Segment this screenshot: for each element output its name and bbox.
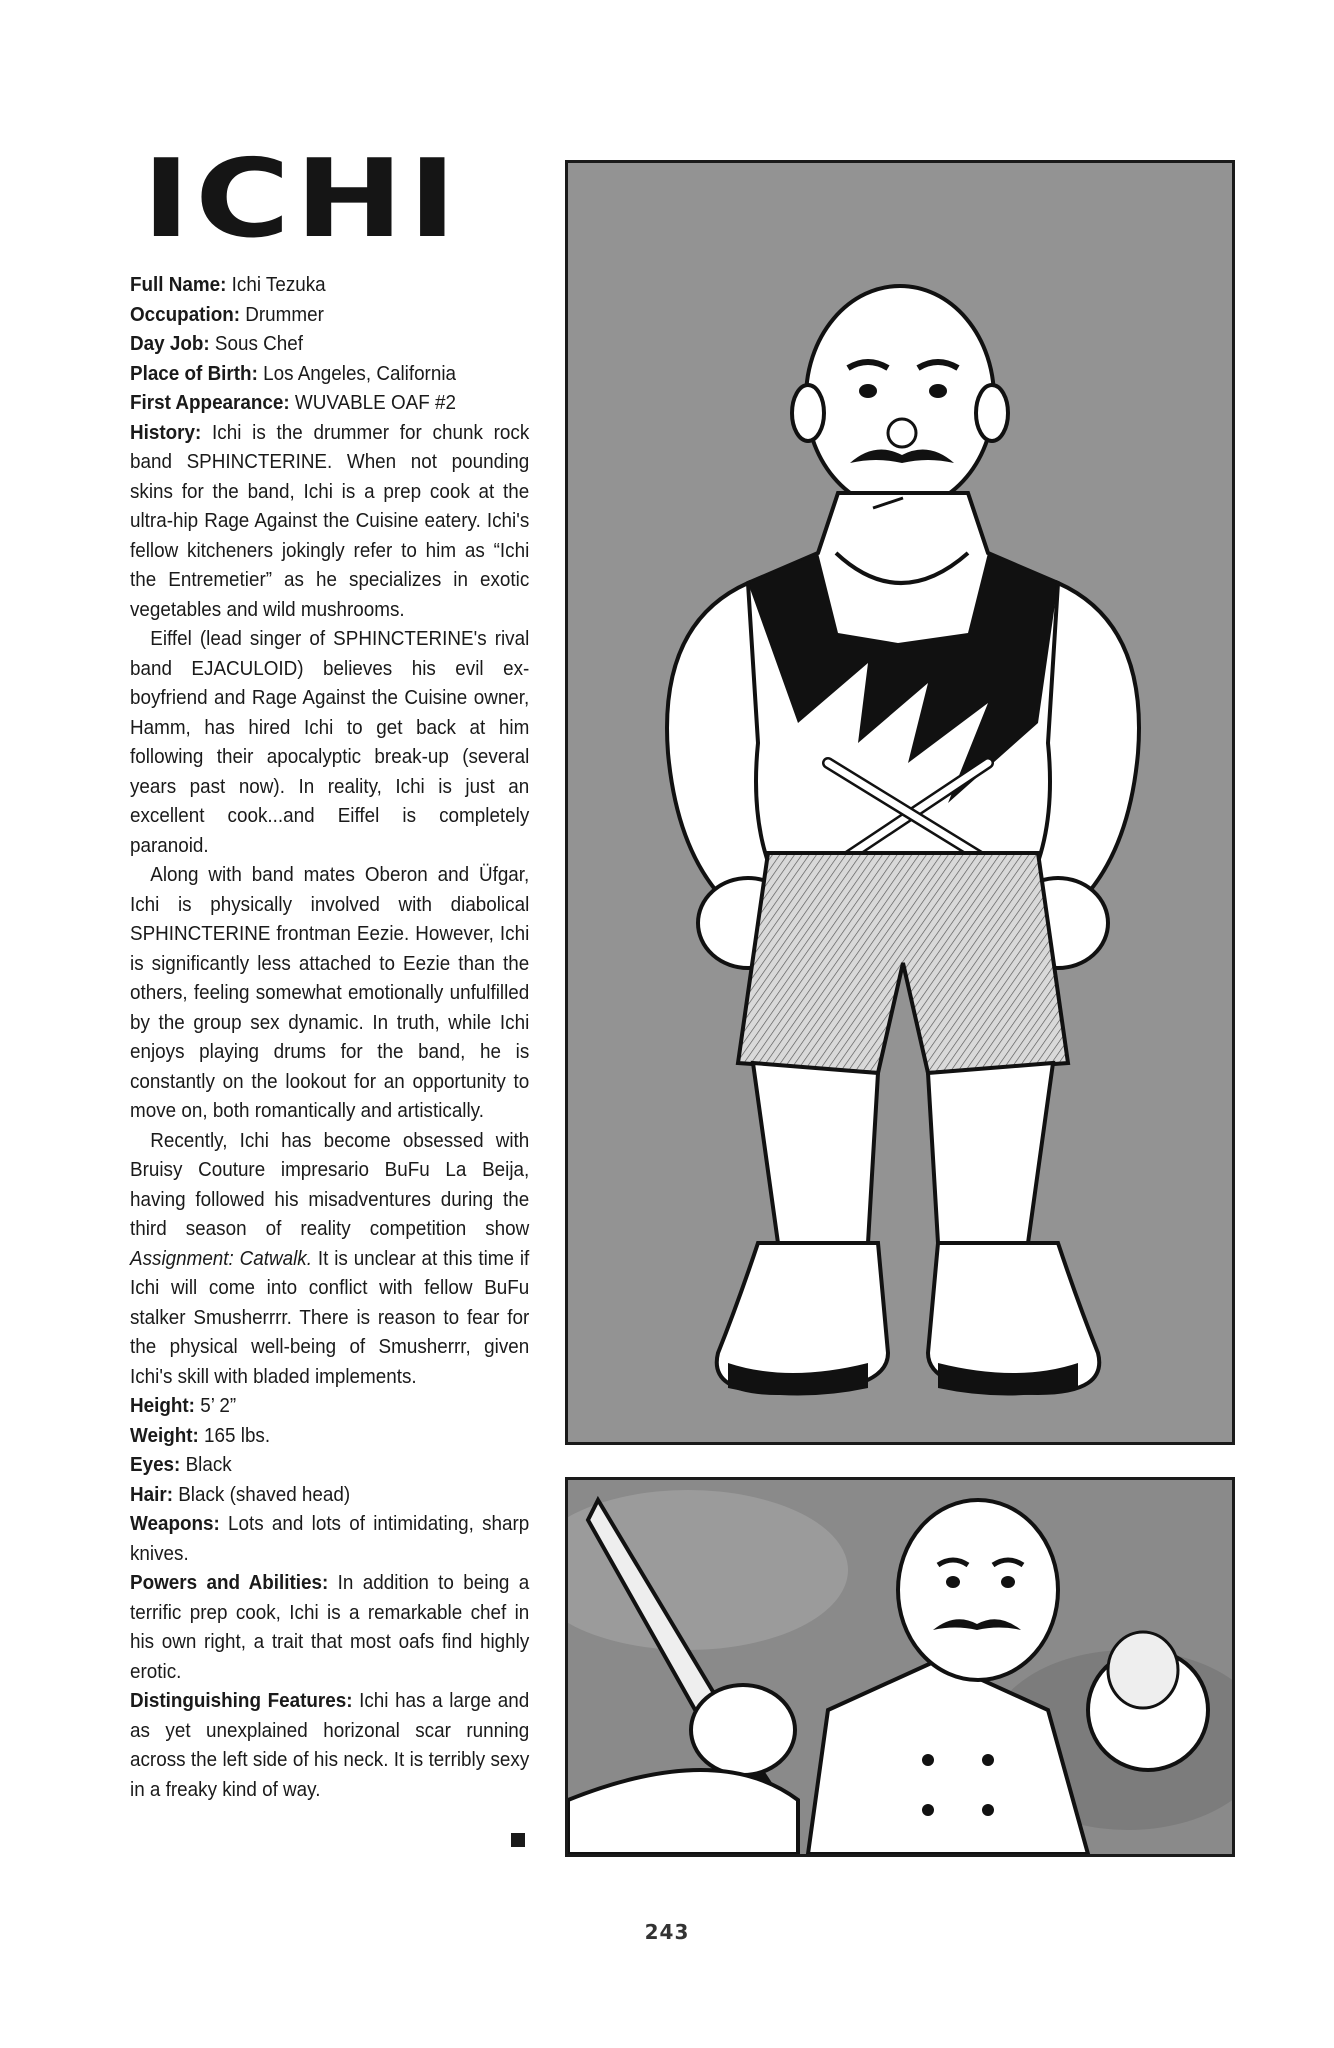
weapons-value: Lots and lots of intimidating, sharp knives.: [130, 1512, 530, 1565]
day-job-value: Sous Chef: [214, 332, 303, 355]
hair-row: [130, 1480, 529, 1510]
character-chef-panel: [565, 1477, 1235, 1857]
first-appearance-value: WUVABLE OAF #2: [294, 391, 456, 414]
character-bio: [130, 270, 529, 1804]
title-text: ICHI: [142, 137, 462, 262]
full-name-value: Ichi Tezuka: [231, 273, 326, 296]
powers-value: In addition to being a terrific prep cook, Ichi is a remarkable chef in his own right, a trait that most oafs find highly erotic.: [130, 1571, 530, 1683]
history-text-1: Ichi is the drummer for chunk rock band SPHINCTERINE. When not pounding skins for the band, Ichi is a prep cook at the ultra-hip Rage Against the Cuisine eatery. Ichi's fellow kitcheners jokingly refer to him as “Ichi the Entremetier” as he specializes in exotic vegetables and wild mushrooms.: [130, 420, 530, 621]
powers-row: [130, 1568, 529, 1686]
history-p2: Eiffel (lead singer of SPHINCTERINE's rival band EJACULOID) believes his evil ex-boyfriend and Rage Against the Cuisine owner, Hamm, has hired Ichi to get back at him following their apocalyptic break-up (several years past now). In reality, Ichi is just an excellent cook...and Eiffel is completely paranoid.: [130, 627, 530, 857]
occupation-label: Occupation:: [130, 302, 241, 326]
day-job-label: Day Job:: [130, 332, 210, 355]
character-full-body-illustration: [568, 163, 1232, 1442]
height-label: Height:: [130, 1394, 195, 1417]
show-title: Assignment: Catwalk.: [130, 1246, 312, 1270]
first-appearance-label: First Appearance:: [130, 391, 290, 414]
history-p4: [130, 1126, 529, 1392]
full-name-label: Full Name:: [130, 273, 227, 296]
birth-value: Los Angeles, California: [263, 361, 457, 385]
page-number: 243: [644, 1920, 690, 1944]
hair-value: Black (shaved head): [178, 1482, 351, 1506]
character-chef-illustration: [568, 1480, 1232, 1854]
birth-row: [130, 359, 529, 389]
weapons-label: Weapons:: [130, 1512, 220, 1535]
occupation-row: [130, 300, 529, 330]
weight-row: [130, 1421, 529, 1451]
eyes-value: Black: [185, 1453, 232, 1476]
history-text-4b: It is unclear at this time if Ichi will come into conflict with fellow BuFu stalker Smusherrrr. There is reason to fear for the physical well-being of Smusherrr, given Ichi's skill with bladed implements.: [130, 1246, 530, 1388]
eyes-label: Eyes:: [130, 1453, 181, 1476]
first-appearance-row: [130, 388, 529, 418]
history-label: History:: [130, 420, 202, 444]
eyes-row: [130, 1450, 529, 1480]
page-title: [142, 137, 542, 262]
day-job-row: [130, 329, 529, 359]
weight-label: Weight:: [130, 1423, 199, 1447]
character-full-body-panel: [565, 160, 1235, 1445]
end-mark: [511, 1833, 525, 1847]
features-value: Ichi has a large and as yet unexplained horizonal scar running across the left side of his neck. It is terribly sexy in a freaky kind of way.: [130, 1689, 530, 1801]
features-label: Distinguishing Features:: [130, 1689, 353, 1712]
hair-label: Hair:: [130, 1482, 173, 1506]
birth-label: Place of Birth:: [130, 361, 258, 385]
full-name-row: [130, 270, 529, 300]
weapons-row: [130, 1509, 529, 1568]
powers-label: Powers and Abilities:: [130, 1571, 329, 1594]
height-value: 5’ 2”: [200, 1394, 237, 1417]
weight-value: 165 lbs.: [204, 1423, 271, 1447]
history-p3: Along with band mates Oberon and Üfgar, Ichi is physically involved with diabolical SPHINCTERINE frontman Eezie. However, Ichi is significantly less attached to Eezie than the others, feeling somewhat emotionally unfulfilled by the group sex dynamic. In truth, while Ichi enjoys playing drums for the band, he is constantly on the lookout for an opportunity to move on, both romantically and artistically.: [130, 863, 530, 1122]
height-row: [130, 1391, 529, 1421]
features-row: [130, 1686, 529, 1804]
history-p1: [130, 418, 529, 625]
history-text-4a: Recently, Ichi has become obsessed with Bruisy Couture impresario BuFu La Beija, having followed his misadventures during the third season of reality competition show: [130, 1128, 530, 1240]
occupation-value: Drummer: [245, 302, 324, 326]
